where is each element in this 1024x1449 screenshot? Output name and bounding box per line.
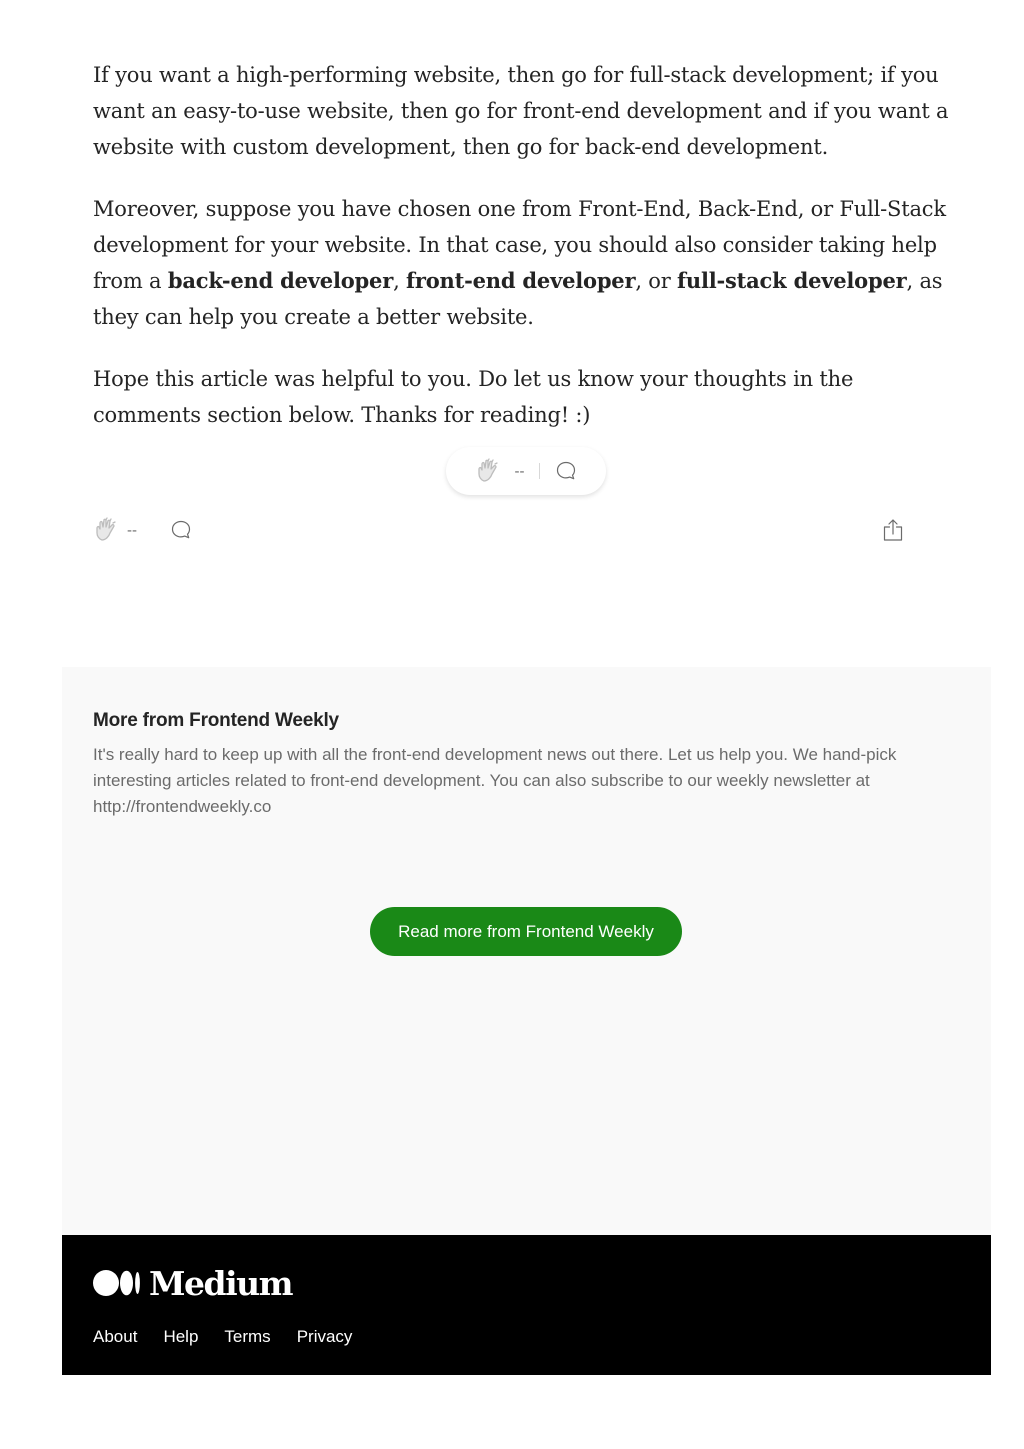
clap-icon[interactable] <box>475 458 501 484</box>
bold-text: back-end developer <box>167 268 394 293</box>
clap-icon[interactable] <box>93 517 119 543</box>
paragraph <box>93 191 963 335</box>
clap-count: -- <box>127 521 137 539</box>
article-body <box>93 57 963 459</box>
divider <box>539 463 540 479</box>
paragraph-text: , as they can help you create a better website. <box>93 269 943 329</box>
paragraph-text: , or <box>635 269 678 293</box>
medium-wordmark: Medium <box>149 1263 293 1303</box>
paragraph-text: , <box>393 269 407 293</box>
bold-text: front-end developer <box>406 268 636 293</box>
share-group <box>881 517 905 543</box>
footer-links <box>93 1327 352 1347</box>
floating-action-bar <box>446 447 606 495</box>
footer-link-help[interactable]: Help <box>163 1327 199 1346</box>
read-more-button[interactable]: Read more from Frontend Weekly <box>370 907 682 956</box>
publication-title: More from Frontend Weekly <box>93 710 339 731</box>
footer-link-about[interactable]: About <box>93 1327 138 1346</box>
response-icon[interactable] <box>554 459 578 483</box>
medium-logo[interactable] <box>93 1263 293 1303</box>
share-icon[interactable] <box>881 517 905 543</box>
paragraph-text: Moreover, suppose you have chosen one from Front-End, Back-End, or Full-Stack development for your website. In that case, you should also consider taking help from a <box>93 197 946 293</box>
more-from-publication <box>62 667 991 1235</box>
paragraph: If you want a high-performing website, then go for full-stack development; if you want an easy-to-use website, then go for front-end development and if you want a website with custom development, then go for back-end development. <box>93 63 949 159</box>
publication-description: It's really hard to keep up with all the front-end development news out there. Let us help you. We hand-pick interesting articles related to front-end development. You can also subscribe to our weekly newsletter at http://frontendweekly.co <box>93 745 897 816</box>
paragraph: Hope this article was helpful to you. Do let us know your thoughts in the comments section below. Thanks for reading! :) <box>93 367 854 427</box>
footer-link-terms[interactable]: Terms <box>224 1327 271 1346</box>
clap-group <box>93 517 137 543</box>
medium-logo-icon <box>93 1269 141 1297</box>
article-actions <box>93 512 905 548</box>
footer-link-privacy[interactable]: Privacy <box>296 1327 353 1346</box>
bold-text: full-stack developer <box>677 268 907 293</box>
response-icon[interactable] <box>169 518 193 542</box>
response-group <box>169 518 193 542</box>
clap-count: -- <box>514 462 525 480</box>
site-footer <box>62 1235 991 1375</box>
